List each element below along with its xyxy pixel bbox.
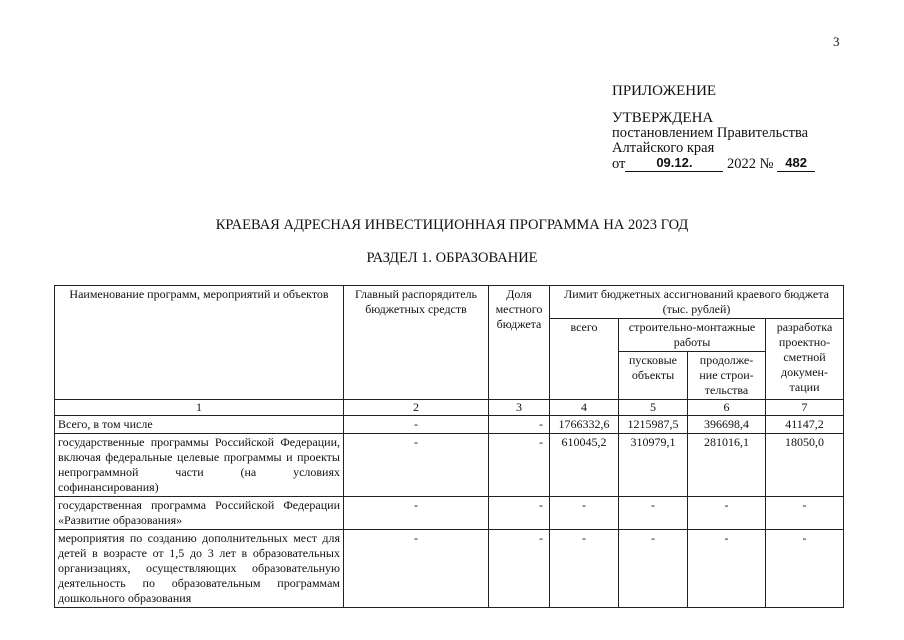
row-local: -	[489, 530, 550, 608]
row-manager: -	[344, 416, 489, 434]
number-label: №	[759, 156, 774, 172]
row-local: -	[489, 416, 550, 434]
row-continuing: 396698,4	[688, 416, 766, 434]
column-number: 3	[489, 400, 550, 416]
header-total: всего	[550, 319, 619, 400]
from-label: от	[612, 156, 626, 172]
header-launch: пусковые объекты	[619, 352, 688, 400]
table-row	[55, 434, 844, 497]
row-total: -	[550, 497, 619, 530]
section-title: РАЗДЕЛ 1. ОБРАЗОВАНИЕ	[366, 250, 538, 266]
approved-label: УТВЕРЖДЕНА	[612, 110, 714, 126]
column-number: 1	[55, 400, 344, 416]
row-manager: -	[344, 434, 489, 497]
page-number: 3	[833, 34, 840, 49]
row-total: 610045,2	[550, 434, 619, 497]
header-name: Наименование программ, мероприятий и объектов	[55, 286, 344, 400]
table-row	[55, 530, 844, 608]
header-design: разработка проектно-сметной докумен-тации	[766, 319, 844, 400]
row-launch: 1215987,5	[619, 416, 688, 434]
row-name: Всего, в том числе	[55, 416, 344, 434]
header-local-share: Доля местного бюджета	[489, 286, 550, 400]
column-number: 6	[688, 400, 766, 416]
row-name: государственные программы Российской Федерации, включая федеральные целевые программы и проекты непрограммной части (на условиях софинансирования)	[55, 434, 344, 497]
approval-line-2: Алтайского края	[612, 140, 715, 156]
row-launch: 310979,1	[619, 434, 688, 497]
row-launch: -	[619, 497, 688, 530]
header-limit: Лимит бюджетных ассигнований краевого бюджета (тыс. рублей)	[550, 286, 844, 319]
row-launch: -	[619, 530, 688, 608]
column-number: 4	[550, 400, 619, 416]
row-design: -	[766, 497, 844, 530]
row-local: -	[489, 497, 550, 530]
row-design: -	[766, 530, 844, 608]
document-title: КРАЕВАЯ АДРЕСНАЯ ИНВЕСТИЦИОННАЯ ПРОГРАММА НА 2023 ГОД	[215, 217, 689, 233]
approval-date-line	[612, 156, 815, 172]
header-manager: Главный распорядитель бюджетных средств	[344, 286, 489, 400]
approval-block	[612, 84, 815, 172]
row-total: 1766332,6	[550, 416, 619, 434]
number-field: 482	[777, 156, 815, 172]
row-design: 41147,2	[766, 416, 844, 434]
column-number: 7	[766, 400, 844, 416]
appendix-label: ПРИЛОЖЕНИЕ	[612, 83, 717, 99]
header-row-1	[55, 286, 844, 319]
row-local: -	[489, 434, 550, 497]
investment-table	[54, 285, 844, 608]
header-construction: строительно-монтажные работы	[619, 319, 766, 352]
table-row	[55, 497, 844, 530]
year: 2022	[727, 156, 757, 172]
row-manager: -	[344, 530, 489, 608]
row-manager: -	[344, 497, 489, 530]
row-total: -	[550, 530, 619, 608]
column-number: 2	[344, 400, 489, 416]
date-field: 09.12.	[625, 156, 723, 172]
header-continuing: продолже-ние строи-тельства	[688, 352, 766, 400]
row-name: государственная программа Российской Федерации «Развитие образования»	[55, 497, 344, 530]
row-name: мероприятия по созданию дополнительных мест для детей в возрасте от 1,5 до 3 лет в образовательных организациях, осуществляющих образовательную деятельность по образовательным программам дошкольного образования	[55, 530, 344, 608]
column-number: 5	[619, 400, 688, 416]
table-row	[55, 416, 844, 434]
column-number-row	[55, 400, 844, 416]
approval-line-1: постановлением Правительства	[612, 125, 809, 141]
row-continuing: 281016,1	[688, 434, 766, 497]
row-continuing: -	[688, 530, 766, 608]
row-design: 18050,0	[766, 434, 844, 497]
row-continuing: -	[688, 497, 766, 530]
